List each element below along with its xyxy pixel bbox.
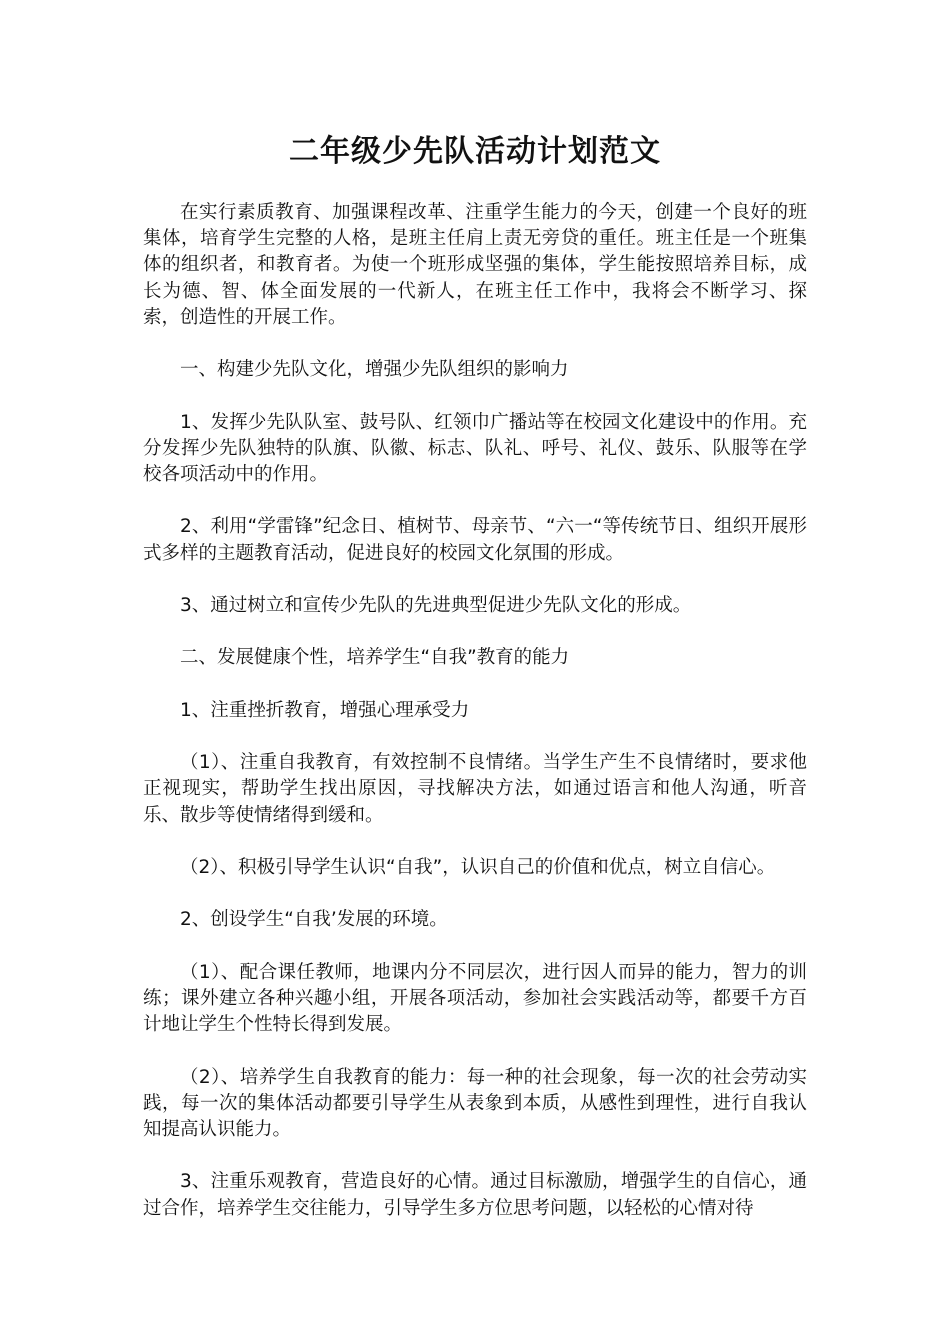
paragraph-1-2: 2、利用“学雷锋”纪念日、植树节、母亲节、“六一“等传统节日、组织开展形式多样的主题教育活动，促进良好的校园文化氛围的形成。 (143, 516, 807, 564)
paragraph-2-2-1: （1）、配合课任教师，地课内分不同层次，进行因人而异的能力，智力的训练；课外建立各种兴趣小组，开展各项活动，参加社会实践活动等，都要千方百计地让学生个性特长得到发展。 (143, 961, 807, 1036)
document-body (143, 200, 807, 1248)
subheading-2-2: 2、创设学生“自我’发展的环境。 (180, 909, 448, 931)
section-heading-2: 二、发展健康个性，培养学生“自我”教育的能力 (180, 647, 570, 669)
paragraph-2-3: 3、注重乐观教育，营造良好的心情。通过目标激励，增强学生的自信心，通过合作，培养学生交往能力，引导学生多方位思考问题，以轻松的心情对待 (143, 1171, 807, 1219)
paragraph-1-3: 3、通过树立和宣传少先队的先进典型促进少先队文化的形成。 (180, 594, 692, 616)
paragraph-2-2-2: （2）、培养学生自我教育的能力：每一种的社会现象，每一次的社会劳动实践，每一次的集体活动都要引导学生从表象到本质，从感性到理性，进行自我认知提高认识能力。 (143, 1066, 807, 1140)
paragraph-2-1-1: （1）、注重自我教育，有效控制不良情绪。当学生产生不良情绪时，要求他正视现实，帮助学生找出原因，寻找解决方法，如通过语言和他人沟通，听音乐、散步等使情绪得到缓和。 (143, 752, 807, 826)
paragraph-intro: 在实行素质教育、加强课程改革、注重学生能力的今天，创建一个良好的班集体，培育学生完整的人格，是班主任肩上责无旁贷的重任。班主任是一个班集体的组织者，和教育者。为使一个班形成坚强的集体，学生能按照培养目标，成长为德、智、体全面发展的一代新人，在班主任工作中，我将会不断学习、探索，创造性的开展工作。 (143, 202, 807, 328)
paragraph-2-1-2: （2）、积极引导学生认识“自我”，认识自己的价值和优点，树立自信心。 (180, 856, 776, 878)
section-heading-1: 一、构建少先队文化，增强少先队组织的影响力 (180, 359, 569, 381)
paragraph-1-1: 1、发挥少先队队室、鼓号队、红领巾广播站等在校园文化建设中的作用。充分发挥少先队独特的队旗、队徽、标志、队礼、呼号、礼仪、鼓乐、队服等在学校各项活动中的作用。 (143, 411, 807, 485)
document-title: 二年级少先队活动计划范文 (289, 134, 661, 169)
subheading-2-1: 1、注重挫折教育，增强心理承受力 (180, 699, 470, 721)
